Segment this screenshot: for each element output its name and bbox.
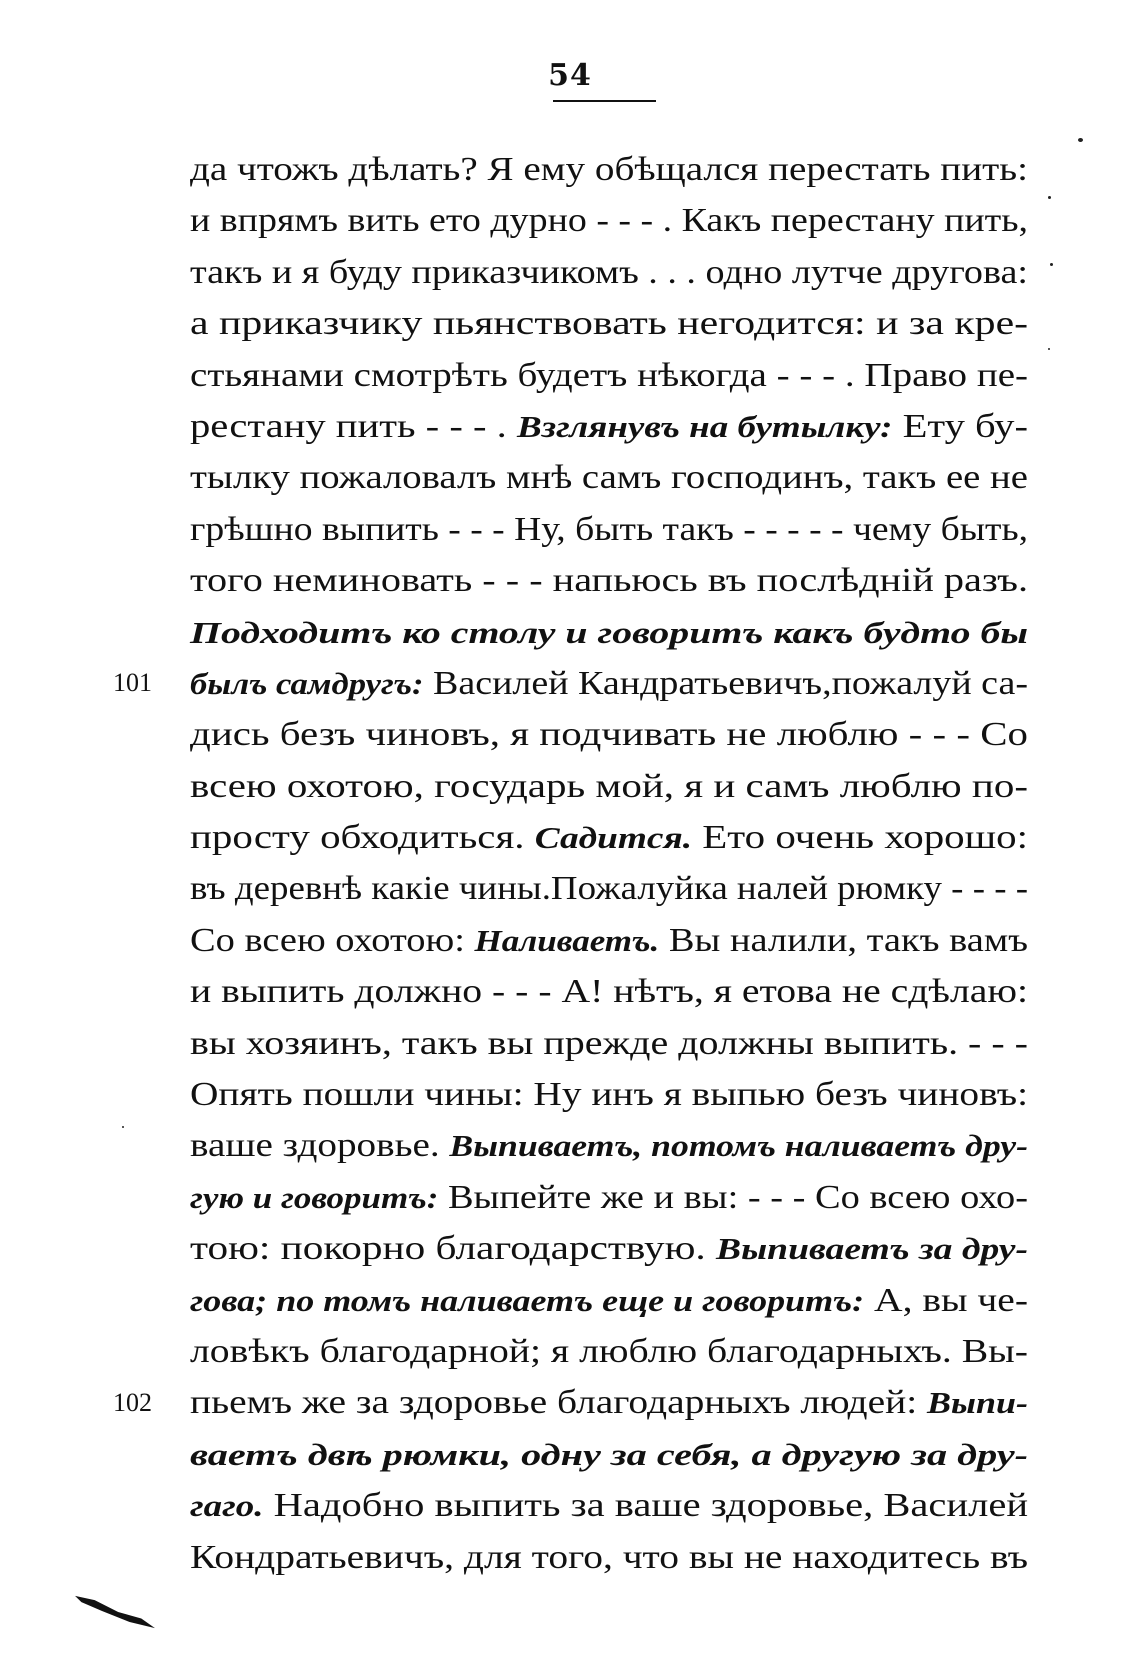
text-line-content (190, 658, 1028, 709)
dialogue-text: Надобно выпить за ваше здоровье, Василей (263, 1487, 1029, 1525)
dialogue-text: въ деревнѣ какіе чины.Пожалуйка налей рюмку - - - - (190, 870, 1029, 908)
stage-direction: Взглянувъ на бутылку: (516, 408, 893, 444)
text-line (190, 401, 1028, 452)
text-line (190, 1172, 1028, 1223)
text-line (190, 1377, 1028, 1428)
scan-speck (1048, 196, 1051, 199)
scan-speck (1078, 138, 1083, 142)
text-line (190, 1120, 1028, 1171)
text-line (190, 1018, 1028, 1069)
stage-direction: Садится. (534, 820, 693, 856)
text-line-content (190, 1120, 1028, 1171)
text-line (190, 709, 1028, 760)
text-line-content (190, 452, 1028, 503)
scan-speck (1048, 348, 1050, 350)
dialogue-text: Вы налили, такъ вамъ (659, 921, 1029, 959)
text-line-content (190, 1429, 1028, 1480)
text-line-content (190, 1532, 1028, 1583)
text-line-content (190, 863, 1028, 914)
text-line-content (190, 1326, 1028, 1377)
text-line (190, 298, 1028, 349)
dialogue-text: вы хозяинъ, такъ вы прежде должны выпить. - - - (190, 1024, 1028, 1062)
text-line-content (190, 966, 1028, 1017)
dialogue-text: ловѣкъ благодарной; я люблю благодарныхъ. Вы- (190, 1332, 1029, 1370)
text-line-content (190, 504, 1028, 555)
text-line (190, 812, 1028, 863)
dialogue-text: Кондратьевичъ, для того, что вы не находитесь въ (190, 1538, 1029, 1576)
dialogue-text: пьемъ же за здоровье благодарныхъ людей: (190, 1384, 928, 1422)
text-line-content (190, 607, 1028, 658)
text-line-content (190, 1069, 1028, 1120)
text-line (190, 863, 1028, 914)
dialogue-text: такъ и я буду приказчикомъ . . . одно лутче другова: (190, 253, 1029, 291)
body-text (190, 144, 1028, 1583)
text-line-content (190, 350, 1028, 401)
text-line (190, 1223, 1028, 1274)
dialogue-text: всею охотою, государь мой, я и самъ люблю по- (190, 767, 1028, 805)
dialogue-text: и выпить должно - - - А! нѣтъ, я етова не сдѣлаю: (190, 973, 1029, 1011)
stage-direction: гую и говоритъ: (190, 1179, 439, 1215)
stage-direction: Подходитъ ко столу и говоритъ какъ будто бы (190, 614, 1029, 650)
text-line (190, 1326, 1028, 1377)
dialogue-text: Выпейте же и вы: - - - Со всею охо- (438, 1178, 1029, 1216)
dialogue-text: тылку пожаловалъ мнѣ самъ господинъ, такъ ее не (190, 459, 1028, 497)
dialogue-text: Ето очень хорошо: (692, 819, 1029, 857)
text-line (190, 195, 1028, 246)
text-line-content (190, 1018, 1028, 1069)
dialogue-text: дись безъ чиновъ, я подчивать не люблю - - - Со (190, 716, 1028, 754)
dialogue-text: а приказчику пьянствовать негодится: и за кре- (190, 305, 1029, 343)
dialogue-text: А, вы че- (864, 1281, 1029, 1319)
scan-speck (122, 1126, 124, 1128)
text-line-content (190, 298, 1028, 349)
stage-direction: Выпиваетъ за дру- (715, 1231, 1028, 1267)
scan-smudge (72, 1592, 158, 1632)
stage-direction: Наливаетъ. (474, 922, 660, 958)
text-line-content (190, 1480, 1028, 1531)
dialogue-text: Опять пошли чины: Ну инъ я выпью безъ чиновъ: (190, 1076, 1029, 1114)
text-line (190, 1429, 1028, 1480)
text-line-content (190, 1377, 1028, 1428)
dialogue-text: просту обходиться. (190, 819, 535, 857)
text-line (190, 452, 1028, 503)
text-line-content (190, 144, 1028, 195)
text-line-content (190, 1223, 1028, 1274)
text-line (190, 247, 1028, 298)
page-number: 54 (548, 58, 592, 93)
dialogue-text: и впрямъ вить ето дурно - - - . Какъ перестану пить, (190, 202, 1029, 240)
stage-direction: былъ самдругъ: (190, 665, 424, 701)
text-line-content (190, 761, 1028, 812)
text-line (190, 1480, 1028, 1531)
dialogue-text: рестану пить - - - . (190, 407, 517, 445)
stage-direction: Выпиваетъ, потомъ наливаетъ дру- (449, 1128, 1028, 1164)
text-line (190, 658, 1028, 709)
text-line (190, 144, 1028, 195)
text-line-content (190, 1275, 1028, 1326)
dialogue-text: тою: покорно благодарствую. (190, 1230, 716, 1268)
text-line-content (190, 247, 1028, 298)
stage-direction: гова; по томъ наливаетъ еще и говоритъ: (190, 1282, 865, 1318)
text-line (190, 350, 1028, 401)
text-line-content (190, 812, 1028, 863)
dialogue-text: да чтожъ дѣлать? Я ему обѣщался перестать пить: (190, 151, 1028, 188)
stage-direction: ваетъ двѣ рюмки, одну за себя, а другую за дру- (190, 1436, 1028, 1472)
text-line (190, 504, 1028, 555)
text-line-content (190, 915, 1028, 966)
text-line (190, 915, 1028, 966)
dialogue-text: ваше здоровье. (190, 1127, 450, 1165)
dialogue-text: стьянами смотрѣть будетъ нѣкогда - - - . Право пе- (190, 356, 1029, 394)
stage-direction: Выпи- (927, 1385, 1028, 1421)
text-line (190, 555, 1028, 606)
text-line-content (190, 709, 1028, 760)
text-line-content (190, 1172, 1028, 1223)
page-number-rule (553, 100, 656, 102)
dialogue-text: Ету бу- (892, 407, 1028, 445)
text-line (190, 966, 1028, 1017)
text-line (190, 1069, 1028, 1120)
dialogue-text: Со всею охотою: (190, 921, 475, 959)
text-line-content (190, 195, 1028, 246)
text-line-content (190, 555, 1028, 606)
stage-direction: гаго. (190, 1488, 264, 1524)
text-line (190, 1275, 1028, 1326)
text-line (190, 1532, 1028, 1583)
text-line-content (190, 401, 1028, 452)
text-line (190, 607, 1028, 658)
text-line (190, 761, 1028, 812)
scan-speck (1050, 263, 1053, 266)
dialogue-text: грѣшно выпить - - - Ну, быть такъ - - - - - чему быть, (190, 510, 1029, 548)
dialogue-text: того неминовать - - - напьюсь въ послѣдній разъ. (190, 562, 1029, 600)
margin-line-number: 101 (113, 668, 152, 697)
dialogue-text: Василей Кандратьевичъ,пожалуй са- (423, 664, 1029, 702)
margin-line-number: 102 (113, 1387, 152, 1417)
